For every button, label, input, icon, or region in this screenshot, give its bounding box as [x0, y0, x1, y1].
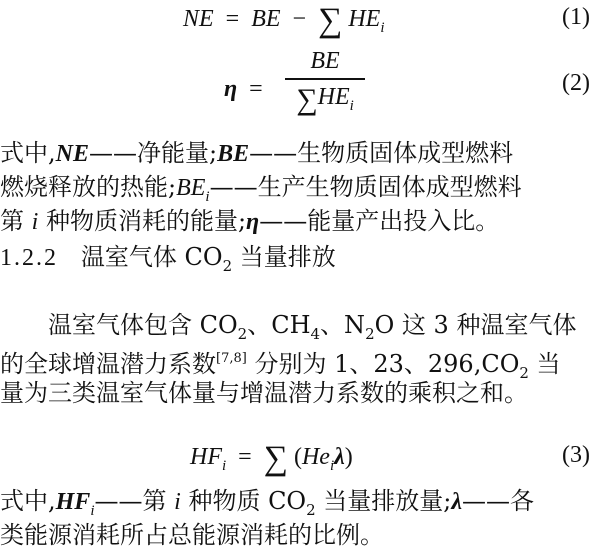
equation-1 [183, 2, 385, 45]
eq1-equals: = [225, 6, 240, 32]
subscript: 4 [310, 325, 321, 343]
text: 种物质 CO [180, 487, 307, 515]
paren: ) [344, 444, 353, 470]
subscript: i [329, 458, 335, 474]
var-ne: NE [55, 141, 89, 167]
para1-line1 [0, 136, 600, 171]
subscript: 2 [519, 364, 529, 382]
eq2-number: (2) [562, 70, 590, 96]
eq1-he-sub: i [380, 20, 385, 36]
subscript: 2 [306, 501, 316, 519]
text: 式中, [0, 139, 56, 167]
fraction-bar [285, 78, 365, 80]
text: 当量排放量; [315, 487, 452, 515]
subscript: 2 [237, 325, 248, 343]
section-title: 当量排放 [232, 243, 336, 271]
eq1-minus: − [292, 6, 307, 32]
var-eta: η [246, 209, 260, 235]
text: ——净能量; [88, 139, 218, 167]
para3-line2: 类能源消耗所占总能源消耗的比例。 [0, 521, 384, 549]
equation-2-fraction [285, 46, 365, 121]
eq2-equals: = [249, 76, 263, 102]
section-title: 温室气体 CO [80, 243, 223, 271]
text: 式中, [0, 487, 56, 515]
eq3-number: (3) [562, 442, 590, 468]
text: 分别为 1、23、296,CO [246, 350, 520, 378]
var-be-i: BE [176, 175, 206, 201]
eq3-sum: ∑ [263, 440, 288, 477]
text: 当 [528, 350, 561, 378]
var-be: BE [217, 141, 250, 167]
var-lambda: λ [451, 489, 463, 515]
subscript: i [90, 503, 95, 519]
eq2-sum: ∑ [296, 82, 318, 116]
subscript: i [222, 458, 227, 474]
text: ——各 [462, 487, 535, 515]
text: 种物质消耗的能量; [38, 207, 247, 235]
text: ——生物质固体成型燃料 [249, 139, 514, 167]
equation-2-lhs [224, 72, 263, 106]
para1-line3 [0, 204, 600, 239]
text: 的全球增温潜力系数 [0, 350, 216, 378]
text: ——第 [94, 487, 175, 515]
eq2-numerator: BE [310, 48, 340, 74]
text: 燃烧释放的热能; [0, 173, 177, 201]
text: ——能量产出投入比。 [259, 207, 500, 235]
eq2-eta: η [224, 76, 238, 102]
eq3-lambda: λ [334, 444, 345, 470]
eq1-be: BE [251, 6, 281, 32]
var-i: i [31, 209, 39, 235]
eq1-lhs: NE [183, 6, 214, 32]
eq2-denominator [285, 82, 365, 121]
var-hf: HF [55, 489, 91, 515]
eq2-he: HE [317, 83, 350, 110]
text: 、CH [247, 311, 311, 339]
citation: [7,8] [216, 351, 247, 366]
section-number: 1.2.2 [0, 245, 58, 271]
text: O 这 3 种温室气体 [374, 311, 577, 339]
subscript: 2 [365, 325, 375, 343]
paren: ( [293, 444, 302, 470]
eq1-number: (1) [562, 4, 590, 30]
subscript: i [205, 189, 210, 205]
section-heading [0, 240, 600, 283]
text: ——生产生物质固体成型燃料 [209, 173, 522, 201]
eq3-equals: = [238, 444, 252, 470]
eq1-sum: ∑ [318, 2, 343, 39]
subscript: 2 [222, 257, 233, 275]
var-i: i [174, 489, 181, 515]
eq3-he: He [301, 444, 330, 470]
text: 温室气体包含 CO [48, 311, 238, 339]
equation-3 [190, 440, 353, 483]
eq3-lhs: HF [190, 444, 222, 470]
para2-line3: 量为三类温室气体量与增温潜力系数的乘积之和。 [0, 379, 528, 407]
text: 、N [320, 311, 366, 339]
text: 第 [0, 207, 32, 235]
eq2-he-sub: i [349, 97, 354, 114]
eq1-he: HE [348, 6, 381, 32]
